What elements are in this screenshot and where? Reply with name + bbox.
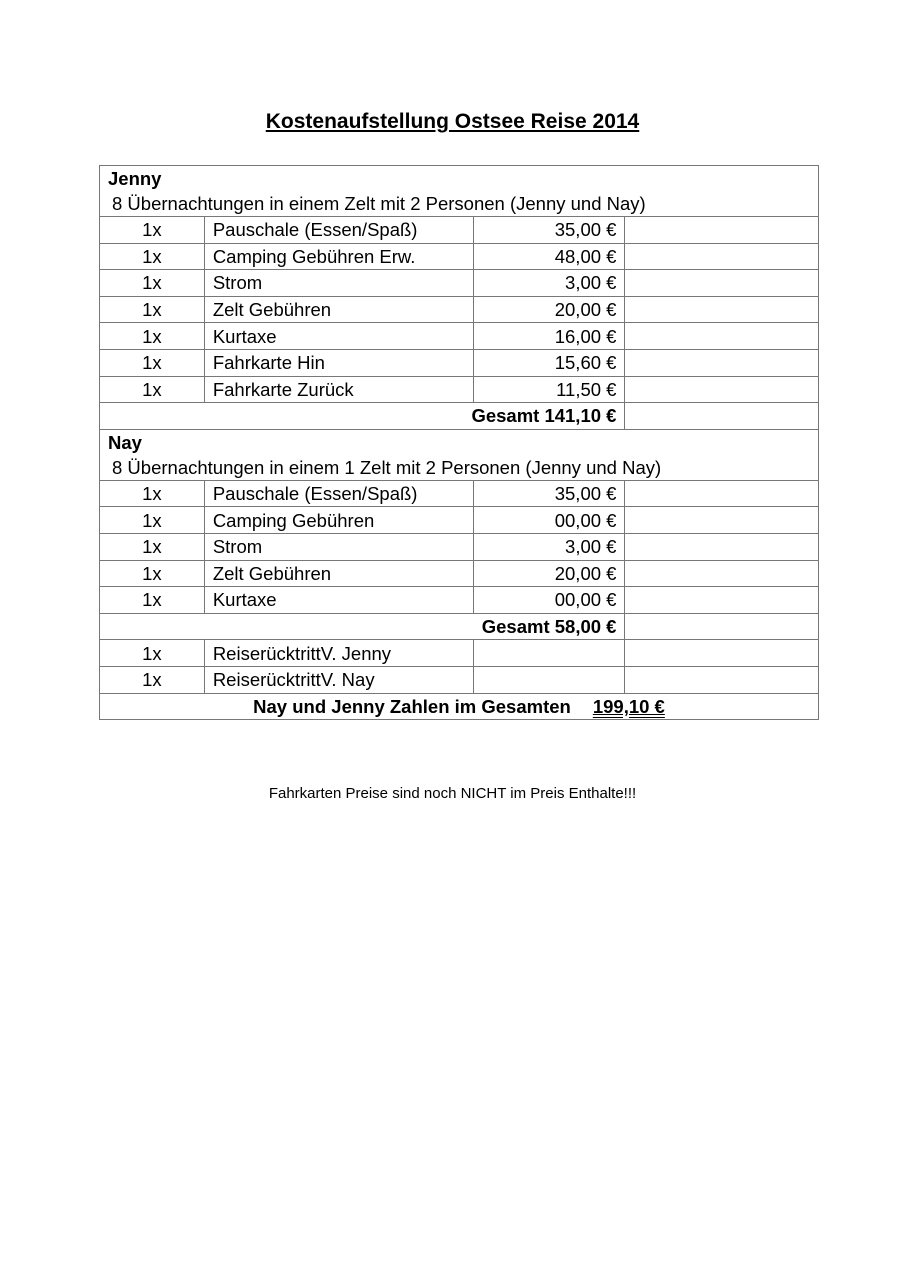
section-total-row [100, 403, 819, 430]
price-cell: 35,00 € [473, 217, 625, 244]
quantity-cell: 1x [100, 480, 205, 507]
price-cell [473, 666, 625, 693]
quantity-cell: 1x [100, 323, 205, 350]
section-description: 8 Übernachtungen in einem Zelt mit 2 Personen (Jenny und Nay) [112, 193, 646, 214]
item-label-cell: Pauschale (Essen/Spaß) [204, 217, 473, 244]
item-label-cell: Kurtaxe [204, 587, 473, 614]
section-name: Nay [108, 431, 142, 453]
price-cell: 20,00 € [473, 560, 625, 587]
quantity-cell: 1x [100, 270, 205, 297]
table-row [100, 349, 819, 376]
quantity-cell: 1x [100, 560, 205, 587]
price-cell: 00,00 € [473, 507, 625, 534]
empty-cell [625, 587, 819, 614]
price-cell: 11,50 € [473, 376, 625, 403]
section-total-row [100, 613, 819, 640]
grand-total-cell [100, 693, 819, 720]
table-row [100, 587, 819, 614]
table-row [100, 376, 819, 403]
item-label-cell: Camping Gebühren Erw. [204, 243, 473, 270]
cost-table-body [100, 166, 819, 720]
section-header-cell [100, 429, 819, 480]
document-title: Kostenaufstellung Ostsee Reise 2014 [265, 110, 640, 133]
price-cell: 3,00 € [473, 533, 625, 560]
item-label-cell: Fahrkarte Hin [204, 349, 473, 376]
table-row [100, 560, 819, 587]
empty-cell [625, 666, 819, 693]
item-label-cell: Fahrkarte Zurück [204, 376, 473, 403]
price-cell: 16,00 € [473, 323, 625, 350]
grand-total-label: Nay und Jenny Zahlen im Gesamten [253, 695, 571, 717]
table-row [100, 323, 819, 350]
item-label-cell: Zelt Gebühren [204, 296, 473, 323]
quantity-cell: 1x [100, 640, 205, 667]
empty-cell [625, 560, 819, 587]
empty-cell [625, 349, 819, 376]
empty-cell [625, 480, 819, 507]
price-cell: 3,00 € [473, 270, 625, 297]
price-cell: 48,00 € [473, 243, 625, 270]
quantity-cell: 1x [100, 376, 205, 403]
item-label-cell: ReiserücktrittV. Nay [204, 666, 473, 693]
table-row [100, 640, 819, 667]
empty-cell [625, 403, 819, 430]
item-label-cell: Strom [204, 270, 473, 297]
item-label-cell: Pauschale (Essen/Spaß) [204, 480, 473, 507]
section-header-row [100, 166, 819, 217]
quantity-cell: 1x [100, 507, 205, 534]
item-label-cell: ReiserücktrittV. Jenny [204, 640, 473, 667]
item-label-cell: Zelt Gebühren [204, 560, 473, 587]
table-row [100, 270, 819, 297]
table-row [100, 217, 819, 244]
quantity-cell: 1x [100, 533, 205, 560]
empty-cell [625, 533, 819, 560]
grand-total-row [100, 693, 819, 720]
section-total-cell: Gesamt 141,10 € [100, 403, 625, 430]
empty-cell [625, 640, 819, 667]
empty-cell [625, 217, 819, 244]
quantity-cell: 1x [100, 587, 205, 614]
item-label-cell: Kurtaxe [204, 323, 473, 350]
empty-cell [625, 507, 819, 534]
quantity-cell: 1x [100, 243, 205, 270]
price-cell: 20,00 € [473, 296, 625, 323]
empty-cell [625, 296, 819, 323]
empty-cell [625, 243, 819, 270]
section-description: 8 Übernachtungen in einem 1 Zelt mit 2 Personen (Jenny und Nay) [112, 456, 662, 478]
quantity-cell: 1x [100, 296, 205, 323]
table-row [100, 296, 819, 323]
table-row [100, 507, 819, 534]
section-total-cell: Gesamt 58,00 € [100, 613, 625, 640]
price-cell: 15,60 € [473, 349, 625, 376]
footnote: Fahrkarten Preise sind noch NICHT im Preis Enthalte!!! [268, 785, 637, 802]
section-name: Jenny [108, 168, 162, 189]
item-label-cell: Strom [204, 533, 473, 560]
price-cell: 00,00 € [473, 587, 625, 614]
table-row [100, 533, 819, 560]
price-cell [473, 640, 625, 667]
empty-cell [625, 376, 819, 403]
empty-cell [625, 323, 819, 350]
item-label-cell: Camping Gebühren [204, 507, 473, 534]
grand-total-amount: 199,10 € [592, 695, 665, 717]
table-row [100, 243, 819, 270]
quantity-cell: 1x [100, 217, 205, 244]
cost-table [99, 165, 819, 720]
section-header-cell [100, 166, 819, 217]
empty-cell [625, 613, 819, 640]
table-row [100, 666, 819, 693]
quantity-cell: 1x [100, 349, 205, 376]
section-header-row [100, 429, 819, 480]
empty-cell [625, 270, 819, 297]
table-row [100, 480, 819, 507]
price-cell: 35,00 € [473, 480, 625, 507]
quantity-cell: 1x [100, 666, 205, 693]
